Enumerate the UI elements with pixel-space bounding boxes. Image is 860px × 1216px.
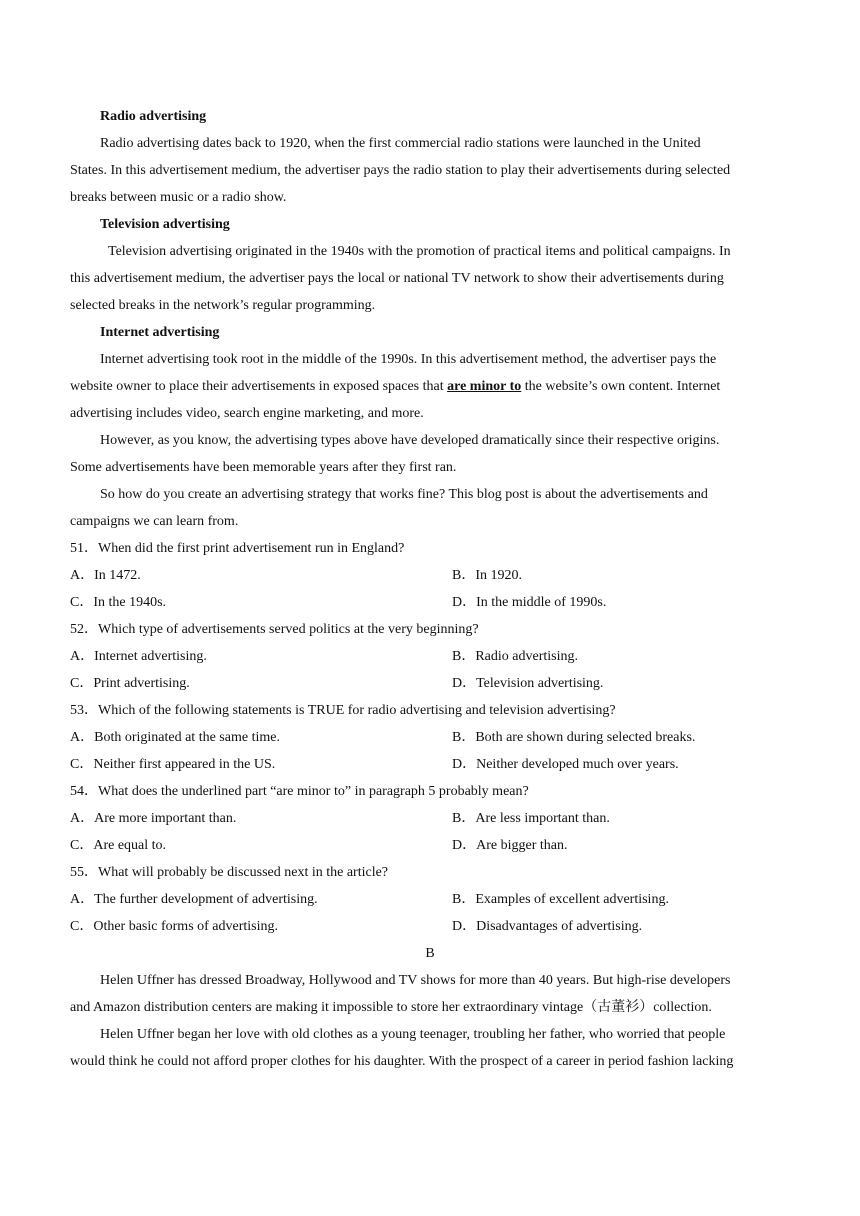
question-55-option-d: D．Disadvantages of advertising. — [452, 919, 643, 934]
question-51-stem: 51．When did the first print advertisement run in England? — [70, 541, 405, 556]
question-52-option-b: B．Radio advertising. — [452, 649, 578, 664]
tv-heading: Television advertising — [100, 217, 230, 232]
internet-line-3: advertising includes video, search engine marketing, and more. — [70, 406, 424, 421]
question-54-option-b: B．Are less important than. — [452, 811, 610, 826]
internet-line-2 — [70, 378, 800, 396]
question-52-option-c: C．Print advertising. — [70, 676, 190, 691]
internet-line-2-end: the website’s own content. Internet — [521, 379, 721, 394]
section-b-p1-line-1: Helen Uffner has dressed Broadway, Hollywood and TV shows for more than 40 years. But high-rise developers — [100, 973, 731, 988]
question-55-option-a: A．The further development of advertising. — [70, 892, 318, 907]
internet-heading: Internet advertising — [100, 325, 220, 340]
sohow-line-1: So how do you create an advertising strategy that works fine? This blog post is about the advertisements and — [100, 487, 708, 502]
sohow-line-2: campaigns we can learn from. — [70, 514, 239, 529]
internet-line-2-start: website owner to place their advertisements in exposed spaces that — [70, 379, 448, 394]
tv-line-2: this advertisement medium, the advertiser pays the local or national TV network to show their advertisements during — [70, 271, 724, 286]
question-54-stem: 54．What does the underlined part “are minor to” in paragraph 5 probably mean? — [70, 784, 529, 799]
question-54-option-d: D．Are bigger than. — [452, 838, 568, 853]
question-53-option-d: D．Neither developed much over years. — [452, 757, 679, 772]
question-52-option-d: D．Television advertising. — [452, 676, 604, 691]
radio-line-2: States. In this advertisement medium, the advertiser pays the radio station to play their advertisements during selected — [70, 163, 731, 178]
question-53-option-a: A．Both originated at the same time. — [70, 730, 280, 745]
question-54-option-c: C．Are equal to. — [70, 838, 167, 853]
question-54-option-a: A．Are more important than. — [70, 811, 237, 826]
question-51-option-d: D．In the middle of 1990s. — [452, 595, 607, 610]
however-line-1: However, as you know, the advertising types above have developed dramatically since their respective origins. — [100, 433, 720, 448]
question-55-stem: 55．What will probably be discussed next in the article? — [70, 865, 389, 880]
question-53-option-c: C．Neither first appeared in the US. — [70, 757, 276, 772]
question-55-option-c: C．Other basic forms of advertising. — [70, 919, 279, 934]
question-51-option-a: A．In 1472. — [70, 568, 141, 583]
section-b-label: B — [425, 946, 435, 961]
however-line-2: Some advertisements have been memorable years after they first ran. — [70, 460, 457, 475]
tv-line-1: Television advertising originated in the 1940s with the promotion of practical items and political campaigns. In — [108, 244, 731, 259]
question-51-option-c: C．In the 1940s. — [70, 595, 167, 610]
underlined-phrase: are minor to — [447, 379, 522, 394]
radio-heading: Radio advertising — [100, 109, 207, 124]
question-51-option-b: B．In 1920. — [452, 568, 522, 583]
question-52-option-a: A．Internet advertising. — [70, 649, 207, 664]
question-53-stem: 53．Which of the following statements is TRUE for radio advertising and television advertising? — [70, 703, 616, 718]
radio-line-3: breaks between music or a radio show. — [70, 190, 287, 205]
question-55-option-b: B．Examples of excellent advertising. — [452, 892, 669, 907]
section-b-p1-line-2: and Amazon distribution centers are making it impossible to store her extraordinary vintage（古董衫）collection. — [70, 1000, 712, 1015]
section-b-p2-line-2: would think he could not afford proper clothes for his daughter. With the prospect of a career in period fashion lacking — [70, 1054, 734, 1069]
question-53-option-b: B．Both are shown during selected breaks. — [452, 730, 696, 745]
internet-line-1: Internet advertising took root in the middle of the 1990s. In this advertisement method, the advertiser pays the — [100, 352, 717, 367]
question-52-stem: 52．Which type of advertisements served politics at the very beginning? — [70, 622, 479, 637]
radio-line-1: Radio advertising dates back to 1920, when the first commercial radio stations were launched in the United — [100, 136, 701, 151]
section-b-p2-line-1: Helen Uffner began her love with old clothes as a young teenager, troubling her father, who worried that people — [100, 1027, 726, 1042]
tv-line-3: selected breaks in the network’s regular programming. — [70, 298, 376, 313]
